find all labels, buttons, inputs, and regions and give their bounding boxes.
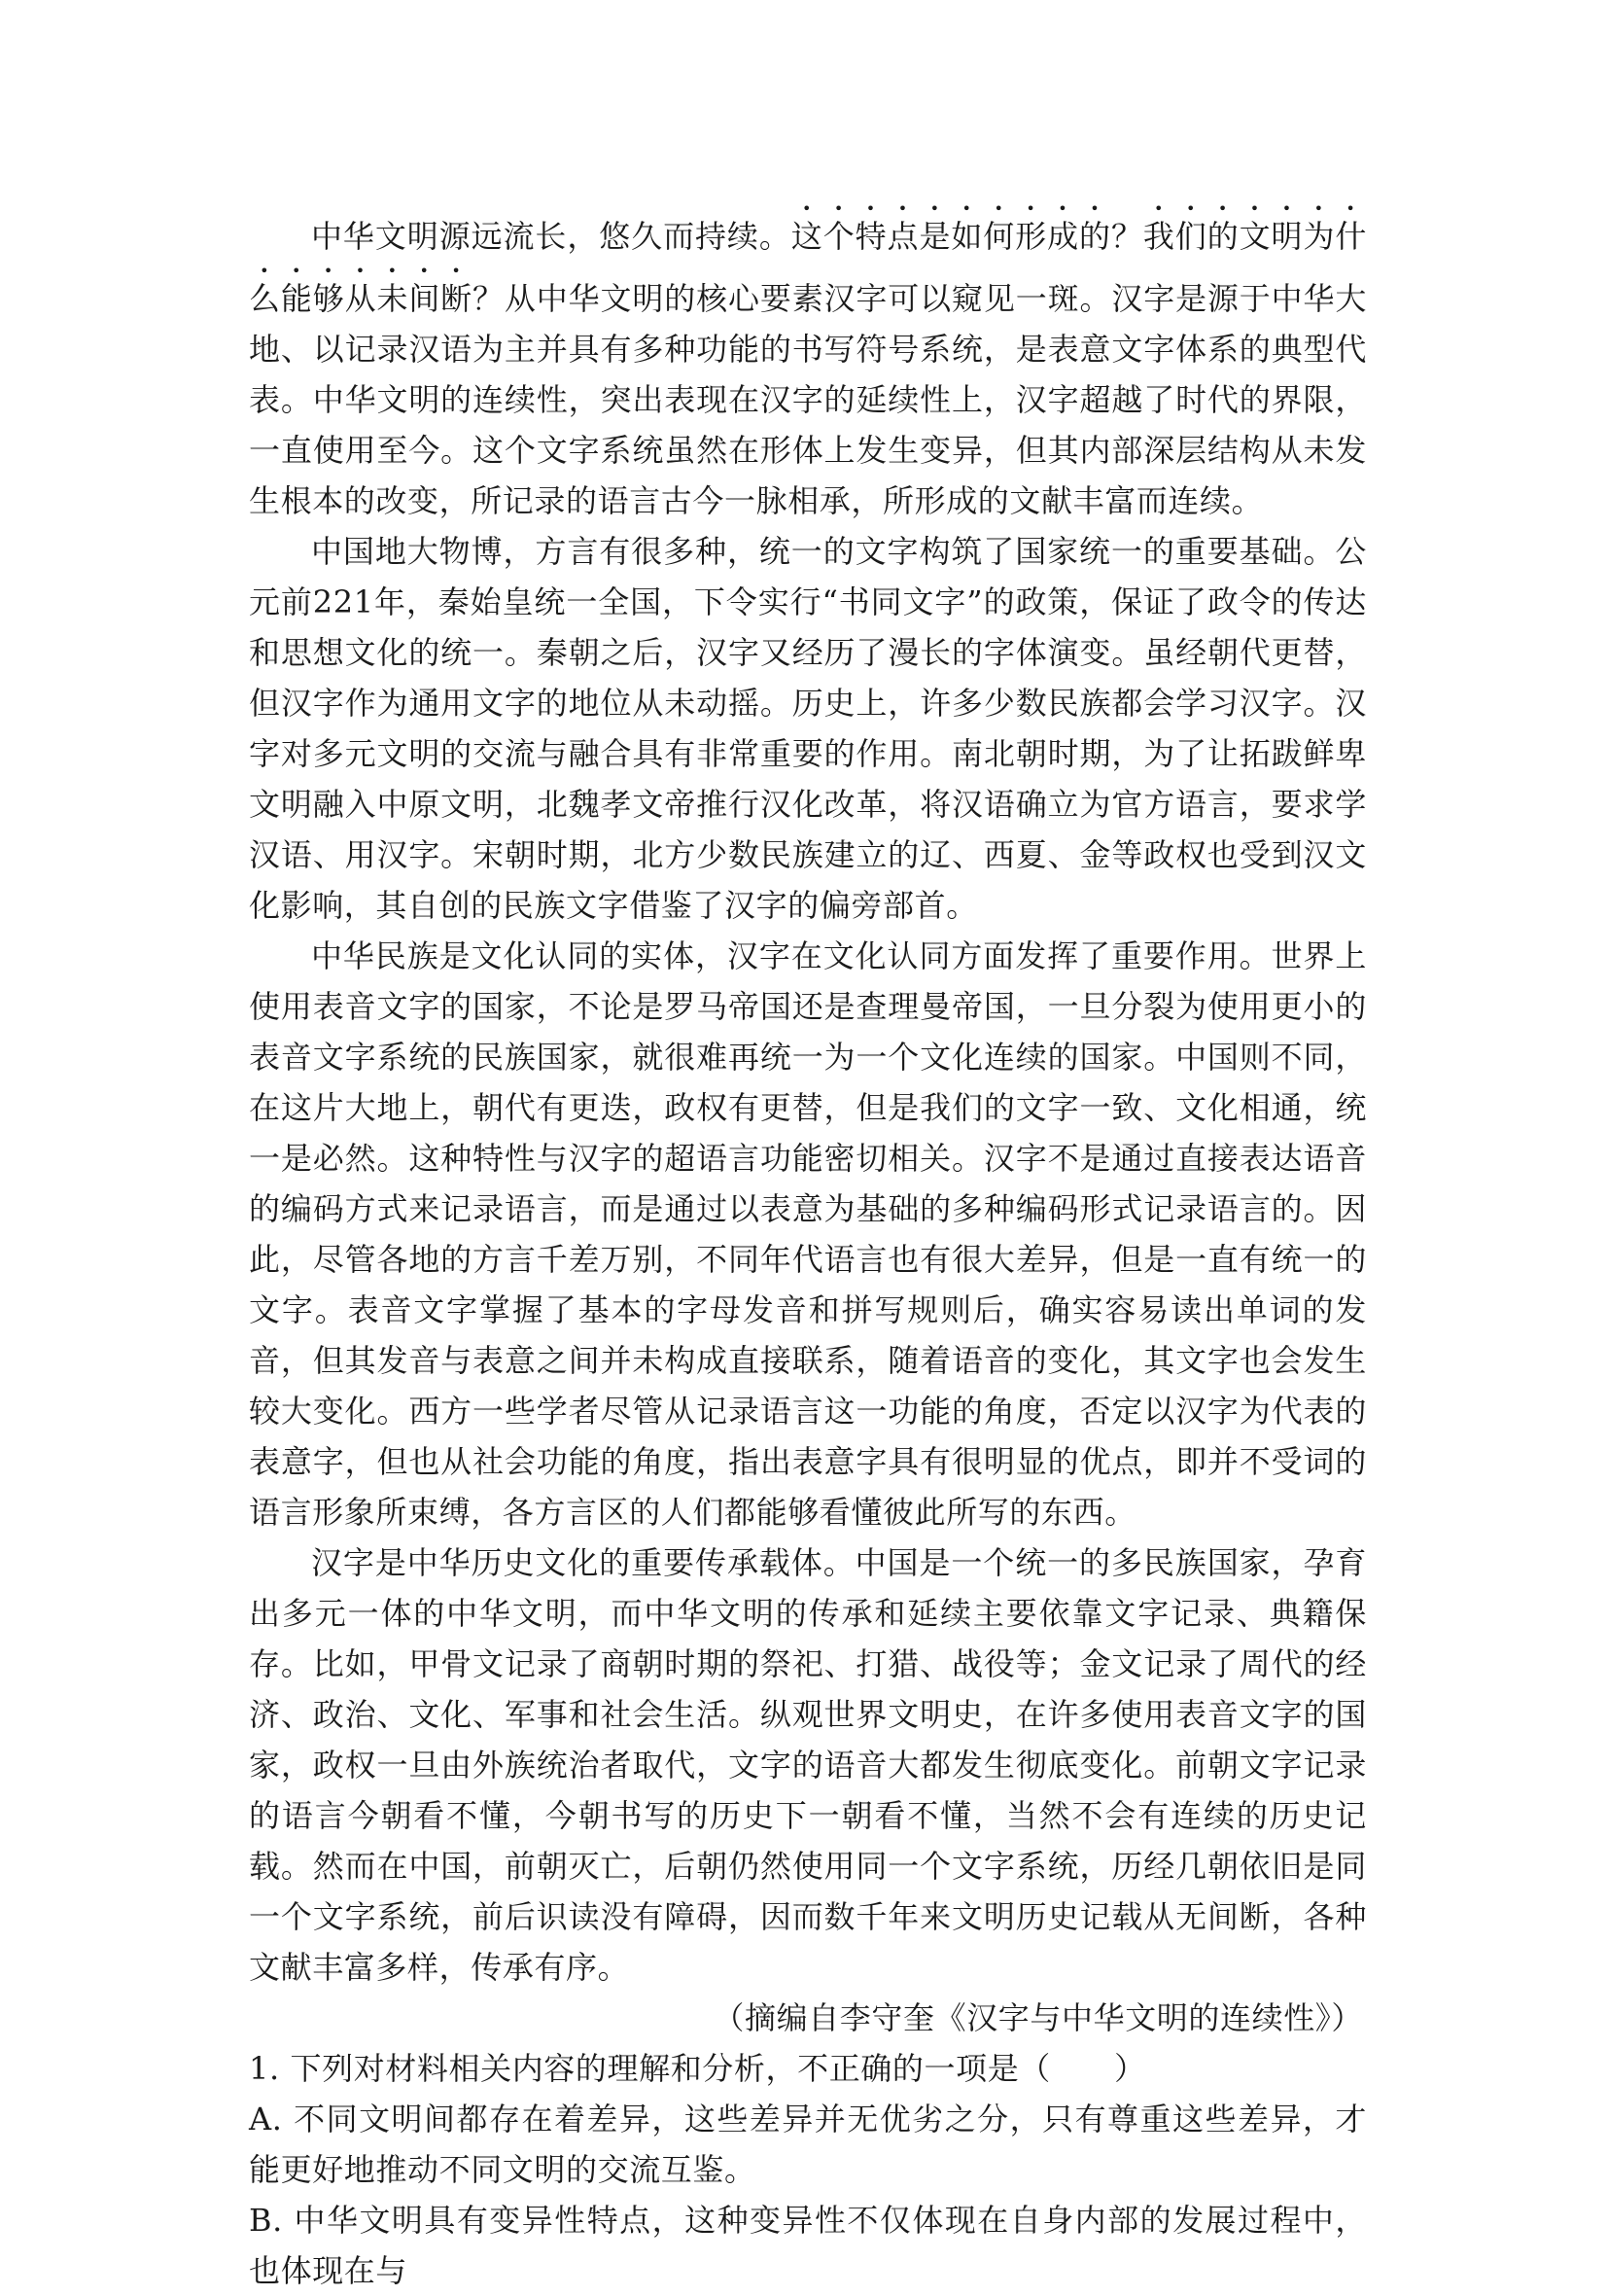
source-citation: （摘编自李守奎《汉字与中华文明的连续性》） [713, 1999, 1363, 2036]
option-b: B. 中华文明具有变异性特点，这种变异性不仅体现在自身内部的发展过程中，也体现在与 [249, 2202, 1367, 2289]
paragraph-3: 中华民族是文化认同的实体，汉字在文化认同方面发挥了重要作用。世界上使用表音文字的国家，不论是罗马帝国还是查理曼帝国，一旦分裂为使用更小的表音文字系统的民族国家，就很难再统一为一个文化连续的国家。中国则不同，在这片大地上，朝代有更迭，政权有更替，但是我们的文字一致、文化相通，统一是必然。这种特性与汉字的超语言功能密切相关。汉字不是通过直接表达语音的编码方式来记录语言，而是通过以表意为基础的多种编码形式记录语言的。因此，尽管各地的方言千差万别，不同年代语言也有很大差异，但是一直有统一的文字。表音文字掌握了基本的字母发音和拼写规则后，确实容易读出单词的发音，但其发音与表意之间并未构成直接联系，随着语音的变化，其文字也会发生较大变化。西方一些学者尽管从记录语言这一功能的角度，否定以汉字为代表的表意字，但也从社会功能的角度，指出表意字具有很明显的优点，即并不受词的语言形象所束缚，各方言区的人们都能够看懂彼此所写的东西。 [249, 937, 1367, 1531]
emphasized-question: 这个特点是如何形成的？我们的文明为什么能够从未间断？ [249, 218, 1367, 317]
paragraph-1-rest: 从中华文明的核心要素汉字可以窥见一斑。汉字是源于中华大地、以记录汉语为主并具有多种功能的书写符号系统，是表意文字体系的典型代表。中华文明的连续性，突出表现在汉字的延续性上，汉字超越了时代的界限，一直使用至今。这个文字系统虽然在形体上发生变异，但其内部深层结构从未发生根本的改变，所记录的语言古今一脉相承，所形成的文献丰富而连续。 [249, 280, 1367, 519]
question-stem: 1. 下列对材料相关内容的理解和分析，不正确的一项是（ ） [249, 2050, 1146, 2087]
document-page [249, 199, 1367, 2296]
paragraph-2: 中国地大物博，方言有很多种，统一的文字构筑了国家统一的重要基础。公元前221年，秦始皇统一全国，下令实行“书同文字”的政策，保证了政令的传达和思想文化的统一。秦朝之后，汉字又经历了漫长的字体演变。虽经朝代更替，但汉字作为通用文字的地位从未动摇。历史上，许多少数民族都会学习汉字。汉字对多元文明的交流与融合具有非常重要的作用。南北朝时期，为了让拓跋鲜卑文明融入中原文明，北魏孝文帝推行汉化改革，将汉语确立为官方语言，要求学汉语、用汉字。宋朝时期，北方少数民族建立的辽、西夏、金等政权也受到汉文化影响，其自创的民族文字借鉴了汉字的偏旁部首。 [249, 533, 1367, 924]
paragraph-4: 汉字是中华历史文化的重要传承载体。中国是一个统一的多民族国家，孕育出多元一体的中华文明，而中华文明的传承和延续主要依靠文字记录、典籍保存。比如，甲骨文记录了商朝时期的祭祀、打猎、战役等；金文记录了周代的经济、政治、文化、军事和社会生活。纵观世界文明史，在许多使用表音文字的国家，政权一旦由外族统治者取代，文字的语音大都发生彻底变化。前朝文字记录的语言今朝看不懂，今朝书写的历史下一朝看不懂，当然不会有连续的历史记载。然而在中国，前朝灭亡，后朝仍然使用同一个文字系统，历经几朝依旧是同一个文字系统，前后识读没有障碍，因而数千年来文明历史记载从无间断，各种文献丰富多样，传承有序。 [249, 1544, 1367, 1986]
paragraph-1 [249, 199, 1367, 526]
paragraph-1-lead: 中华文明源远流长，悠久而持续。 [311, 218, 791, 255]
option-a: A. 不同文明间都存在着差异，这些差异并无优劣之分，只有尊重这些差异，才能更好地推动不同文明的交流互鉴。 [249, 2101, 1367, 2188]
